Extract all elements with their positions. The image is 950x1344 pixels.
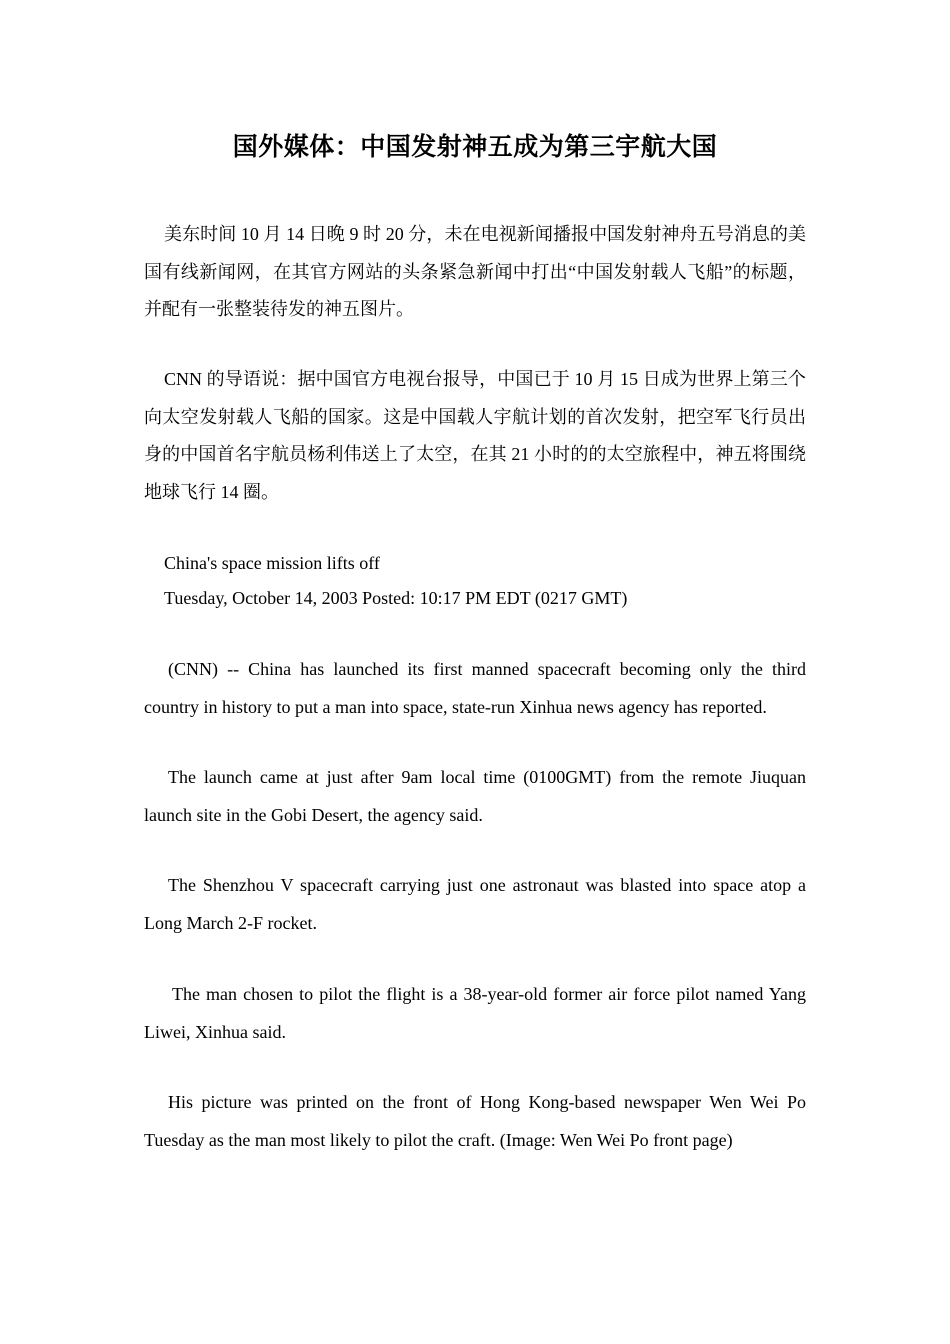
paragraph-launch-time: The launch came at just after 9am local time (0100GMT) from the remote Jiuquan launch site in the Gobi Desert, the agency said. xyxy=(144,767,806,825)
paragraph-picture: His picture was printed on the front of Hong Kong-based newspaper Wen Wei Po Tuesday as the man most likely to pilot the craft. (Image: Wen Wei Po front page) xyxy=(144,1092,806,1150)
article-headline: China's space mission lifts off xyxy=(164,553,380,573)
paragraph-spacecraft: The Shenzhou V spacecraft carrying just one astronaut was blasted into space atop a Long March 2-F rocket. xyxy=(144,875,806,933)
document-title: 国外媒体：中国发射神五成为第三宇航大国 xyxy=(232,134,718,161)
paragraph-cn-cnn-lead: CNN 的导语说：据中国官方电视台报导，中国已于 10 月 15 日成为世界上第三个向太空发射载人飞船的国家。这是中国载人宇航计划的首次发射，把空军飞行员出身的中国首名宇航员杨利伟送上了太空，在其 21 小时的的太空旅程中，神五将围绕地球飞行 14 圈。 xyxy=(144,369,806,502)
article-dateline: Tuesday, October 14, 2003 Posted: 10:17 PM EDT (0217 GMT) xyxy=(164,588,628,608)
paragraph-launch-report: (CNN) -- China has launched its first manned spacecraft becoming only the third country in history to put a man into space, state-run Xinhua news agency has reported. xyxy=(144,659,806,717)
paragraph-cn-intro: 美东时间 10 月 14 日晚 9 时 20 分，未在电视新闻播报中国发射神舟五号消息的美国有线新闻网，在其官方网站的头条紧急新闻中打出“中国发射载人飞船”的标题，并配有一张整装待发的神五图片。 xyxy=(144,224,806,319)
paragraph-pilot: The man chosen to pilot the flight is a 38-year-old former air force pilot named Yang Liwei, Xinhua said. xyxy=(144,984,806,1042)
